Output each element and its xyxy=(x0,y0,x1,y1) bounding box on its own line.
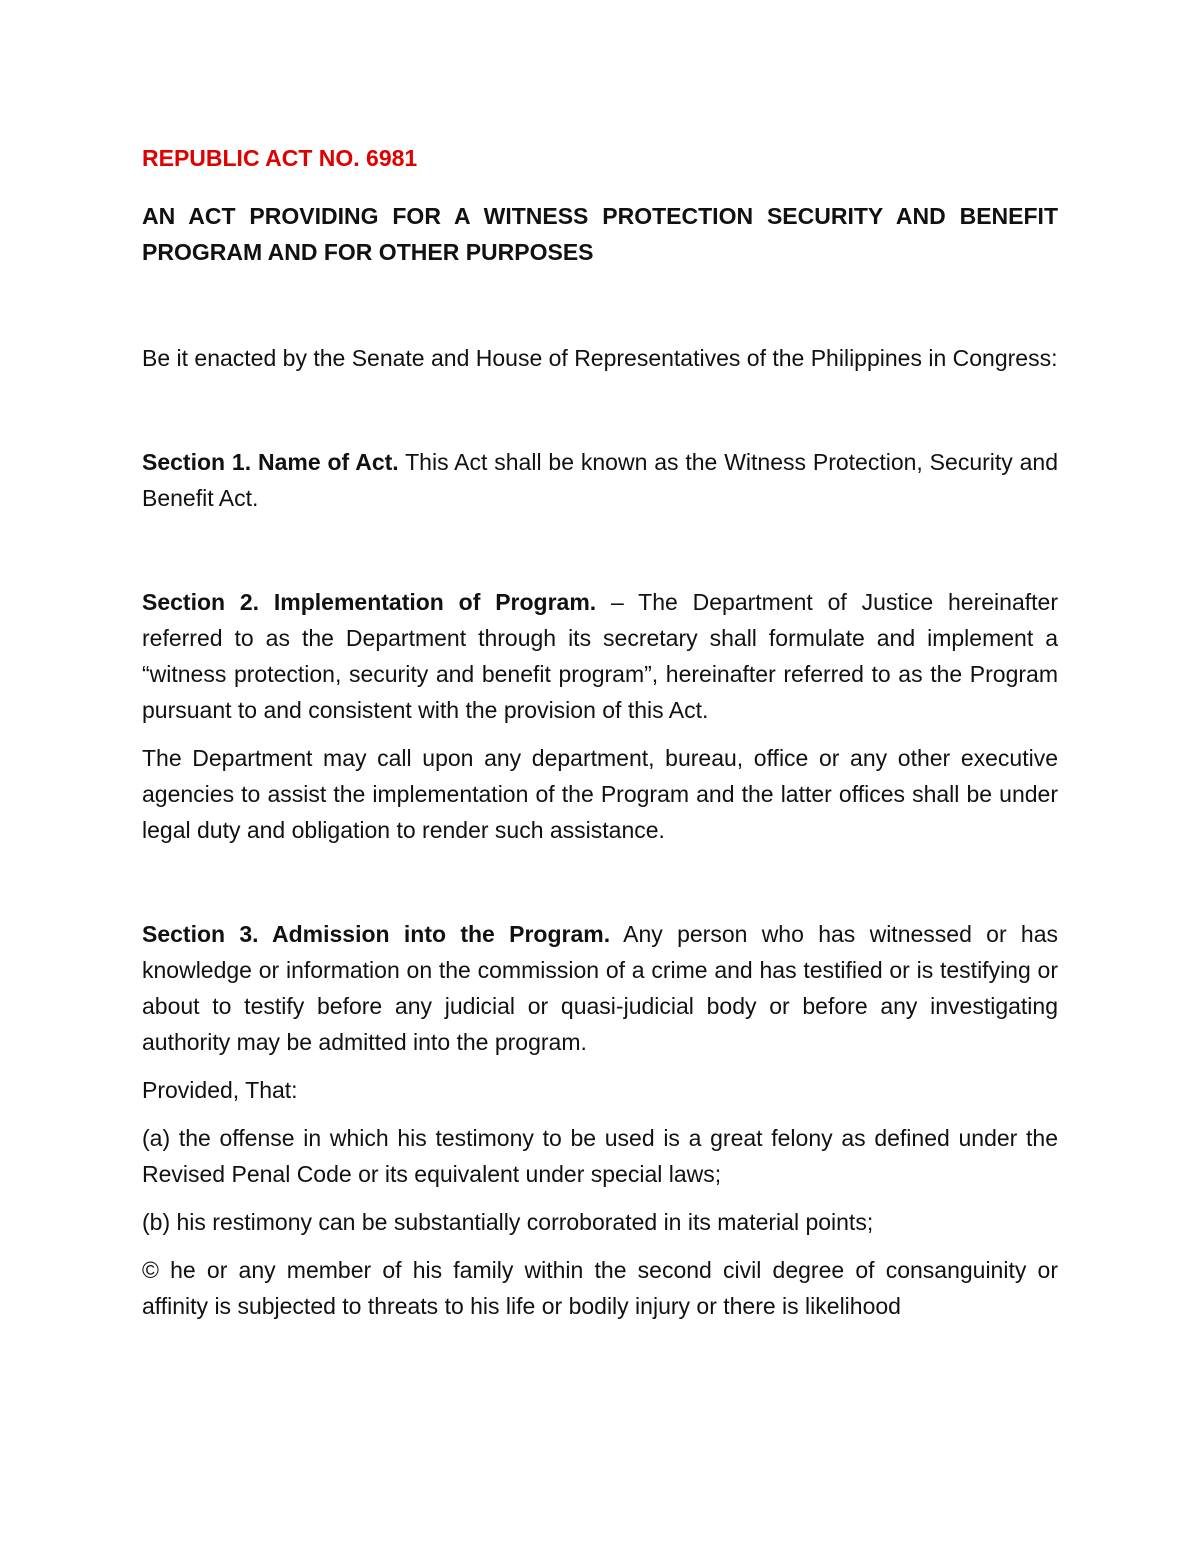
section-2-paragraph-2: The Department may call upon any department, bureau, office or any other executive agencies to assist the implementation of the Program and the latter offices shall be under legal duty and obligation to render such assistance. xyxy=(142,745,1058,843)
act-number: REPUBLIC ACT NO. 6981 xyxy=(142,145,418,171)
item-a: (a) the offense in which his testimony to be used is a great felony as defined under the Revised Penal Code or its equivalent under special laws; xyxy=(142,1125,1058,1187)
enacting-clause: Be it enacted by the Senate and House of Representatives of the Philippines in Congress: xyxy=(142,345,1058,371)
section-3-heading: Section 3. Admission into the Program. xyxy=(142,921,611,947)
item-b: (b) his restimony can be substantially corroborated in its material points; xyxy=(142,1209,874,1235)
section-1-heading: Section 1. Name of Act. xyxy=(142,449,399,475)
item-c: © he or any member of his family within the second civil degree of consanguinity or affinity is subjected to threats to his life or bodily injury or there is likelihood xyxy=(142,1257,1058,1319)
provided-clause: Provided, That: xyxy=(142,1077,298,1103)
act-title: AN ACT PROVIDING FOR A WITNESS PROTECTION SECURITY AND BENEFIT PROGRAM AND FOR OTHER PURPOSES xyxy=(142,203,1058,265)
section-3 xyxy=(142,916,1058,1060)
section-2 xyxy=(142,584,1058,728)
section-1-text: This Act shall be known as the Witness Protection, Security and Benefit Act. xyxy=(142,449,1059,511)
section-2-heading: Section 2. Implementation of Program. xyxy=(142,589,597,615)
document-page xyxy=(142,140,1058,1336)
section-3-text: Any person who has witnessed or has knowledge or information on the commission of a crime and has testified or is testifying or about to testify before any judicial or quasi-judicial body or before any investigating authority may be admitted into the program. xyxy=(142,921,1058,1055)
section-2-text: – The Department of Justice hereinafter referred to as the Department through its secretary shall formulate and implement a “witness protection, security and benefit program”, hereinafter referred to as the Program pursuant to and consistent with the provision of this Act. xyxy=(142,589,1058,723)
section-1 xyxy=(142,444,1058,516)
